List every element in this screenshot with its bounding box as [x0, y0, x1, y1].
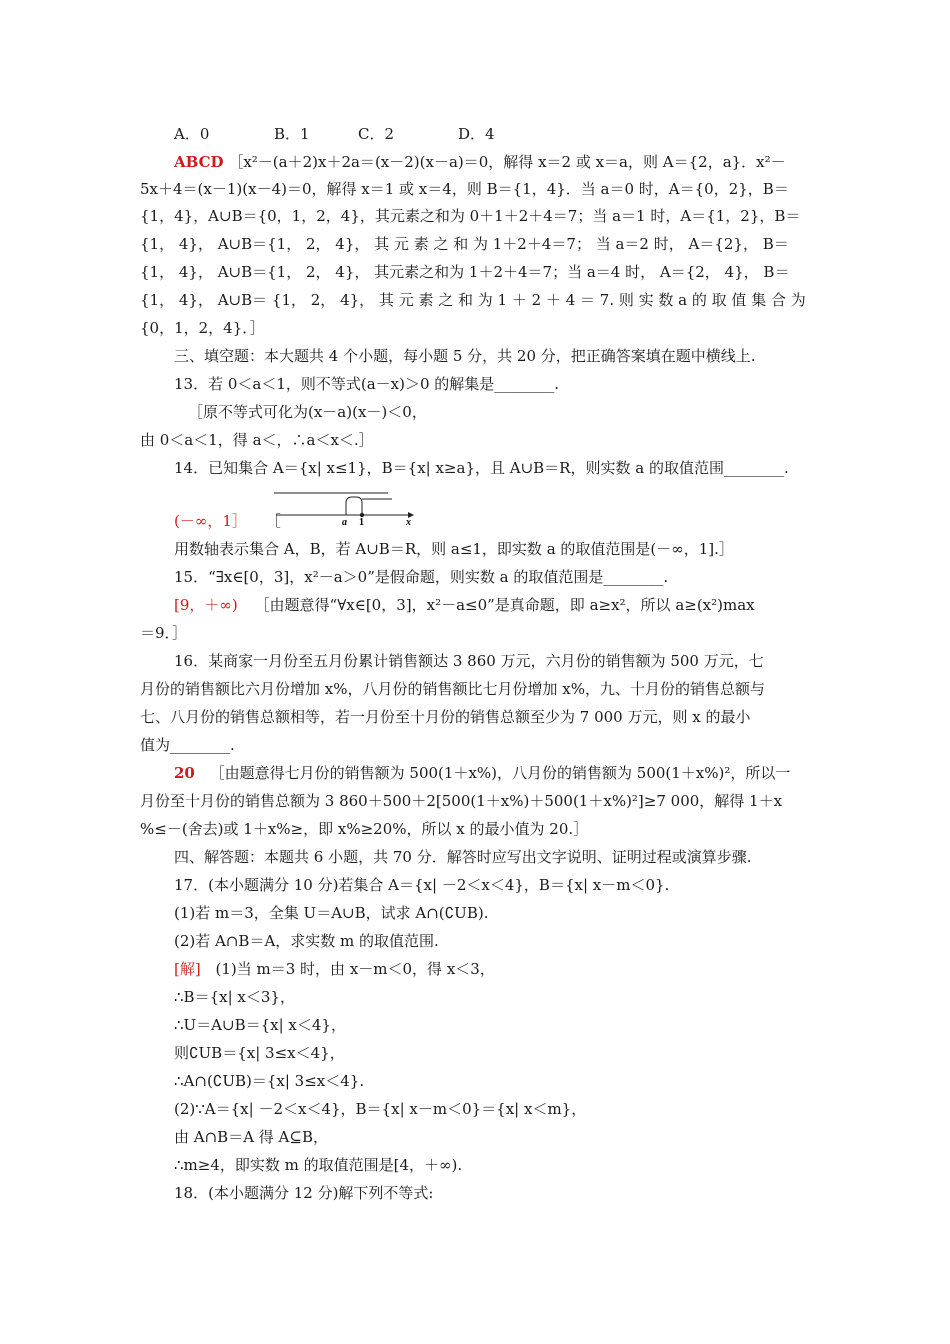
q16-answer: 20 — [174, 764, 195, 782]
q16-solution-text: ［由题意得七月份的销售额为 500(1＋x%)，八月份的销售额为 500(1＋x%)²，所以一 — [209, 764, 791, 782]
q17-solution-1-text: (1)当 m＝3 时，由 x－m＜0，得 x＜3， — [215, 960, 495, 978]
q17-solution-7: 由 A∩B＝A 得 A⊆B， — [174, 1128, 328, 1146]
q16-solution-line-3: %≤－(舍去)或 1＋x%≥，即 x%≥20%，所以 x 的最小值为 20.］ — [140, 820, 589, 838]
q13-solution-1: ［原不等式可化为(x－a)(x－)＜0， — [188, 403, 427, 421]
q15-solution-line-2: ＝9．］ — [140, 624, 188, 642]
q16-solution-line-1 — [174, 763, 820, 783]
q17-solution-6: (2)∵A＝{x| －2＜x＜4}，B＝{x| x－m＜0}＝{x| x＜m}， — [174, 1100, 587, 1118]
q15-question: 15．“∃x∈[0，3]，x²－a＞0”是假命题，则实数 a 的取值范围是________. — [174, 568, 669, 586]
axis-label-1: 1 — [359, 517, 364, 525]
option-c: C．2 — [358, 125, 395, 143]
q17-solution-1 — [174, 959, 820, 979]
q13-question: 13．若 0＜a＜1，则不等式(a－x)＞0 的解集是________. — [174, 375, 560, 393]
q12-solution-line-7: {0，1，2，4}．］ — [140, 319, 265, 337]
option-a: A．0 — [174, 125, 210, 143]
option-d: D．4 — [458, 125, 495, 143]
q12-solution-line-4: {1， 4}， A∪B＝{1， 2， 4}， 其 元 素 之 和 为 1＋2＋4＝7； 当 a＝2 时， A＝{2}， B＝ — [140, 235, 789, 253]
q15-solution-line-1 — [174, 595, 820, 615]
q16-line-2: 月份的销售额比六月份增加 x%，八月份的销售额比七月份增加 x%，九、十月份的销售总额与 — [140, 680, 765, 698]
q12-solution-line-1 — [174, 152, 820, 172]
solution-label: [解] — [174, 960, 201, 978]
q14-question: 14．已知集合 A＝{x| x≤1}，B＝{x| x≥a}，且 A∪B＝R，则实数 a 的取值范围________. — [174, 459, 789, 477]
q18-question: 18．(本小题满分 12 分)解下列不等式: — [174, 1184, 434, 1202]
q14-solution: 用数轴表示集合 A，B，若 A∪B＝R，则 a≤1，即实数 a 的取值范围是(－∞，1].］ — [174, 540, 734, 558]
q17-solution-2: ∴B＝{x| x＜3}， — [174, 988, 295, 1006]
q14-bracket: ［ — [265, 512, 281, 530]
q17-question: 17．(本小题满分 10 分)若集合 A＝{x| －2＜x＜4}，B＝{x| x－m＜0}. — [174, 876, 670, 894]
q16-line-1: 16．某商家一月份至五月份累计销售额达 3 860 万元，六月份的销售额为 500 万元，七 — [174, 652, 764, 670]
axis-label-x: x — [406, 517, 411, 525]
q14-answer: (－∞，1］ — [174, 512, 247, 530]
q12-answer: ABCD — [174, 153, 224, 171]
q17-solution-3: ∴U＝A∪B＝{x| x＜4}， — [174, 1016, 346, 1034]
q16-line-4: 值为________. — [140, 736, 235, 754]
q17-part-1: (1)若 m＝3，全集 U＝A∪B，试求 A∩(∁UB). — [174, 904, 489, 922]
q15-answer: [9，＋∞) — [174, 596, 238, 614]
q16-solution-line-2: 月份至十月份的销售总额为 3 860＋500＋2[500(1＋x%)＋500(1＋x%)²]≥7 000，解得 1＋x — [140, 792, 783, 810]
q17-solution-8: ∴m≥4，即实数 m 的取值范围是[4，＋∞). — [174, 1156, 463, 1174]
q13-solution-2: 由 0＜a＜1，得 a＜，∴a＜x＜.］ — [140, 431, 374, 449]
q17-solution-5: ∴A∩(∁UB)＝{x| 3≤x＜4}. — [174, 1072, 365, 1090]
q16-line-3: 七、八月份的销售总额相等，若一月份至十月份的销售总额至少为 7 000 万元，则 x 的最小 — [140, 708, 751, 726]
number-line-figure — [268, 485, 428, 525]
q12-solution-line-2: 5x＋4＝(x－1)(x－4)＝0，解得 x＝1 或 x＝4，则 B＝{1，4}．当 a＝0 时，A＝{0，2}，B＝ — [140, 180, 789, 198]
q15-solution-text: ［由题意得“∀x∈[0，3]，x²－a≤0”是真命题，即 a≥x²，所以 a≥(x²)max — [254, 596, 755, 614]
q17-part-2: (2)若 A∩B＝A，求实数 m 的取值范围. — [174, 932, 439, 950]
q12-solution-line-5: {1， 4}， A∪B＝{1， 2， 4}， 其元素之和为 1＋2＋4＝7；当 a＝4 时， A＝{2， 4}， B＝ — [140, 263, 790, 281]
section-4-heading: 四、解答题：本题共 6 小题，共 70 分．解答时应写出文字说明、证明过程或演算步骤. — [174, 848, 752, 866]
q12-solution-line-3: {1，4}，A∪B＝{0，1，2，4}，其元素之和为 0＋1＋2＋4＝7；当 a＝1 时，A＝{1，2}，B＝ — [140, 207, 801, 225]
option-b: B．1 — [274, 125, 310, 143]
q12-solution-line-6: {1， 4}， A∪B＝ {1， 2， 4}， 其 元 素 之 和 为 1 ＋ 2 ＋ 4 ＝ 7. 则 实 数 a 的 取 值 集 合 为 — [140, 291, 806, 309]
q12-solution-text: ［x²－(a＋2)x＋2a＝(x－2)(x－a)＝0，解得 x＝2 或 x＝a，则 A＝{2，a}．x²－ — [228, 153, 786, 171]
q17-solution-4: 则∁UB＝{x| 3≤x＜4}， — [174, 1044, 345, 1062]
section-3-heading: 三、填空题：本大题共 4 个小题，每小题 5 分，共 20 分，把正确答案填在题中横线上. — [174, 347, 756, 365]
axis-label-a: a — [342, 517, 347, 525]
set-b-bracket — [346, 497, 362, 515]
